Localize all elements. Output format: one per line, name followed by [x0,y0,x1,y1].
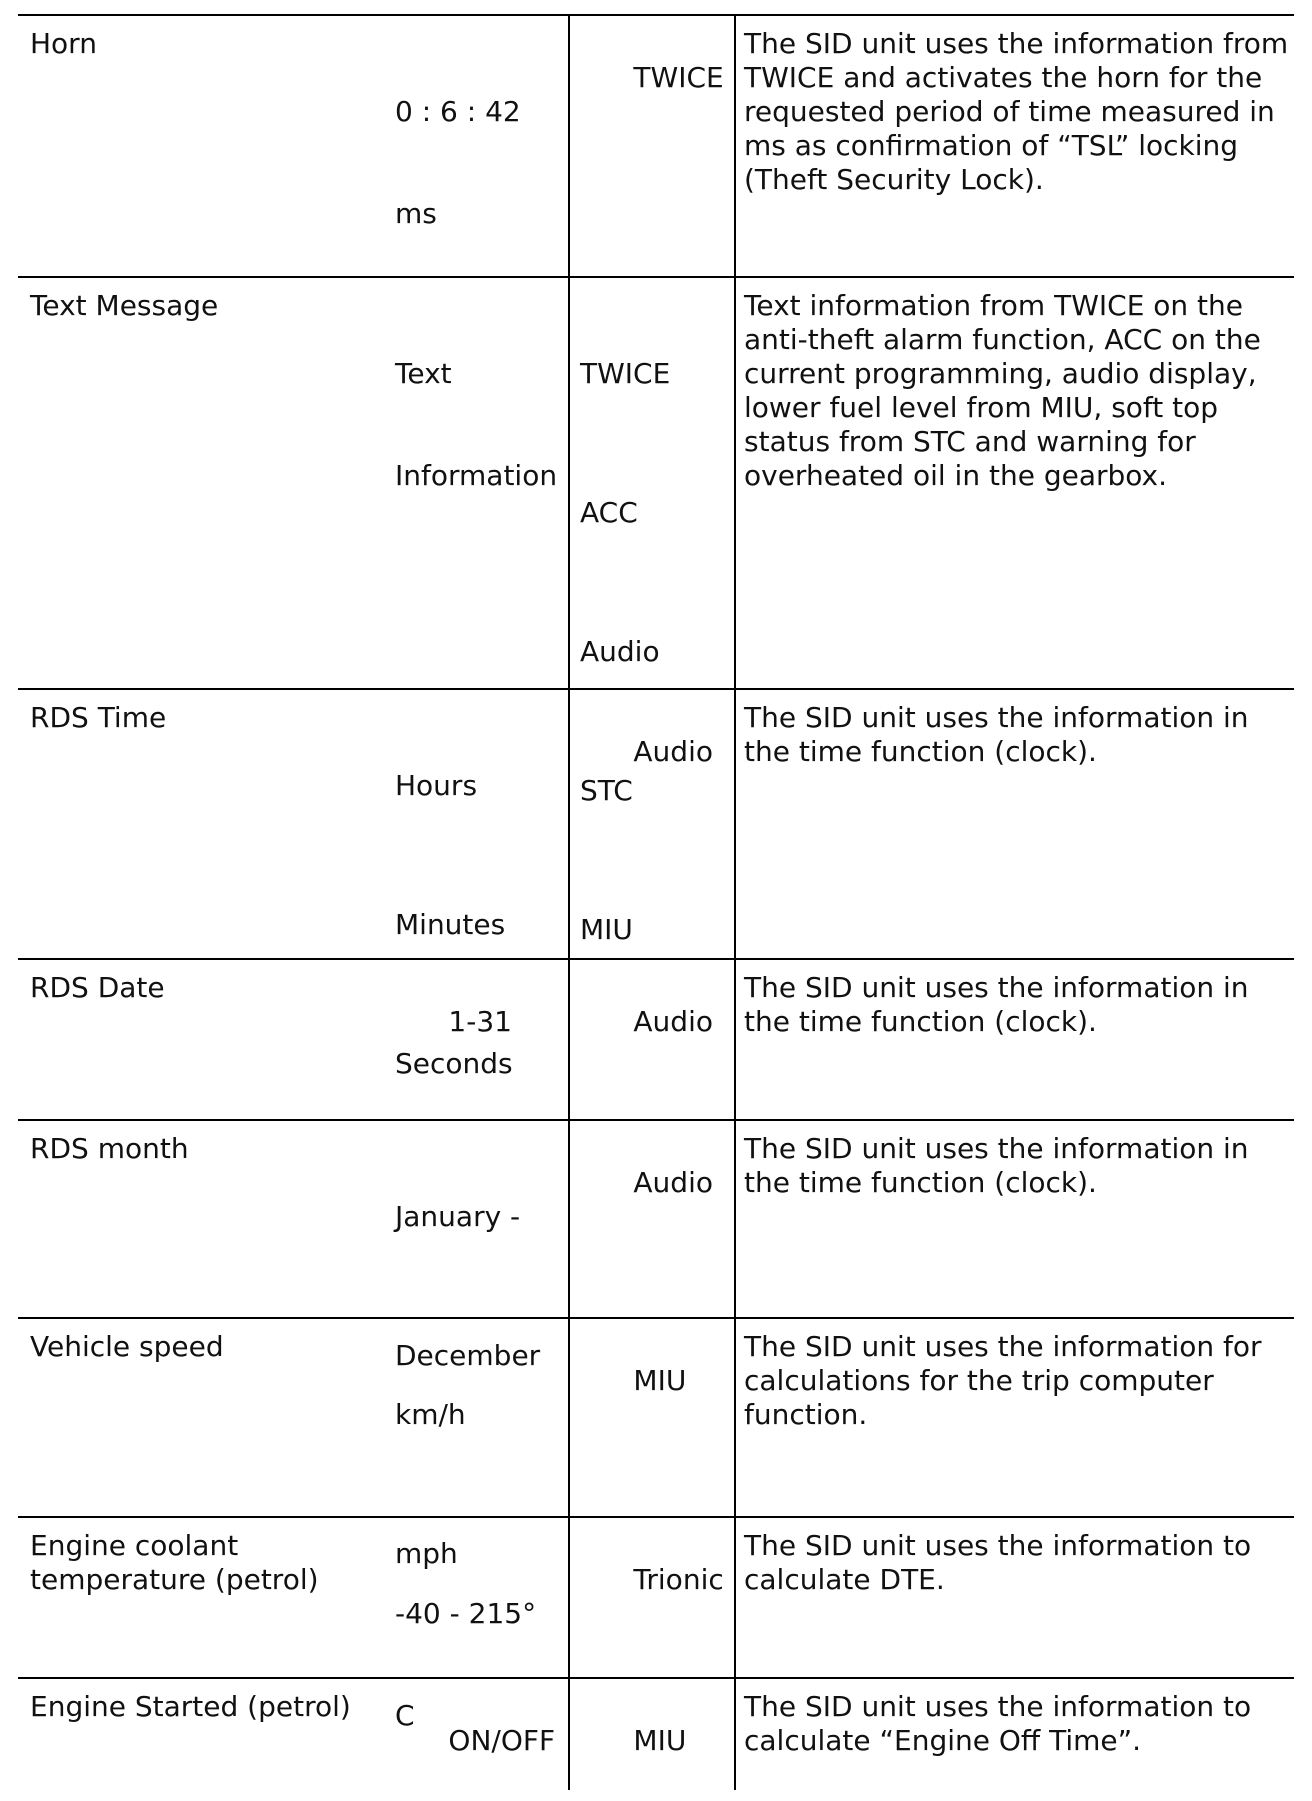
signal-table [18,14,1298,1790]
signal-source: TWICE ACC Audio STC MIU [580,357,671,946]
signal-description: The SID unit uses the information in the time function (clock). [744,1132,1258,1199]
table-row [18,958,1294,1119]
signal-name: Vehicle speed [30,1330,224,1363]
signal-source: MIU [633,1724,687,1757]
table-row [18,14,1298,276]
signal-source: Audio [633,735,713,768]
signal-description: The SID unit uses the information for calculations for the trip computer function. [744,1330,1271,1431]
signal-name: Text Message [30,289,219,322]
signal-name: Engine coolant temperature (petrol) [30,1529,319,1596]
signal-value: km/h mph [395,1398,466,1570]
signal-description: The SID unit uses the information to calculate DTE. [744,1529,1261,1596]
signal-description: The SID unit uses the information in the time function (clock). [744,971,1258,1038]
signal-name: Engine Started (petrol) [30,1690,351,1723]
signal-source: Trionic [633,1563,724,1596]
signal-name: RDS Date [30,971,165,1004]
signal-value: Hours Minutes Seconds [395,769,513,1080]
signal-source: MIU [633,1364,687,1397]
signal-value: January - December [395,1200,541,1372]
signal-description: Text information from TWICE on the anti-theft alarm function, ACC on the current programming, audio display, lower fuel level from MIU, soft top status from STC and warning for overheated oil in the gearbox. [744,289,1270,492]
table-row [18,1677,1294,1790]
signal-description: The SID unit uses the information from TWICE and activates the horn for the requested period of time measured in ms as confirmation of “TSL” locking (Theft Security Lock). [744,27,1298,196]
signal-description: The SID unit uses the information in the time function (clock). [744,701,1258,768]
signal-value: -40 - 215° C [395,1597,537,1732]
signal-description: The SID unit uses the information to calculate “Engine Off Time”. [744,1690,1261,1757]
signal-value: ON/OFF [448,1724,556,1757]
signal-source: Audio [633,1005,713,1038]
signal-source: Audio [633,1166,713,1199]
signal-value: 1-31 [448,1005,512,1038]
signal-name: Horn [30,27,97,60]
signal-name: RDS month [30,1132,189,1165]
signal-name: RDS Time [30,701,167,734]
signal-source: TWICE [633,61,724,94]
signal-value: Text Information [395,357,558,492]
signal-value: 0 : 6 : 42 ms [395,95,521,230]
